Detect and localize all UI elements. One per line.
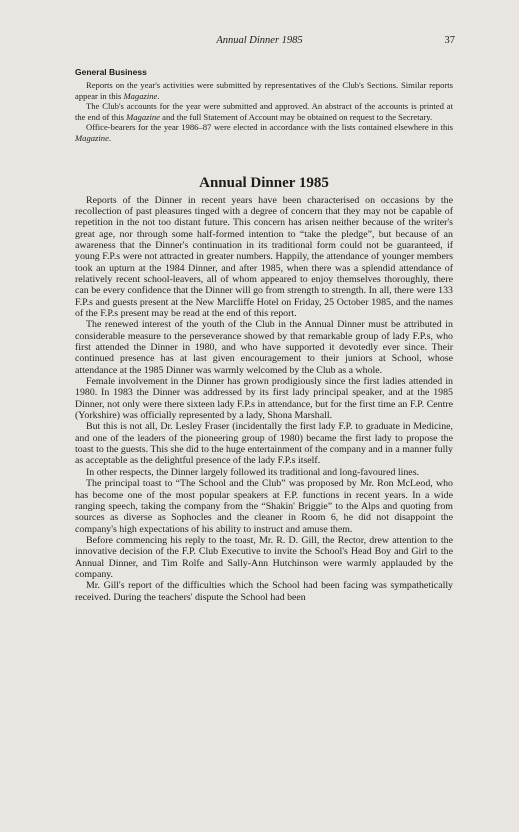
body-paragraph: Before commencing his reply to the toast, Mr. R. D. Gill, the Rector, drew attention to the innovative decision of the F.P. Club Executive to invite the School's Head Boy and Girl to the Annual Dinner, and Tim Rolfe and Sally-Ann Hutchinson were warmly applauded by the company. bbox=[75, 534, 453, 580]
body-paragraph: Reports of the Dinner in recent years have been characterised on occasions by the recollection of past pleasures tinged with a degree of concern that they may not be capable of repetition in the not too distant future. This concern has arisen neither because of the writer's great age, nor through some half-formed intention to “take the pledge”, but because of an awareness that the Dinner's continuation in its traditional form could not be guaranteed, if young F.P.s were not attracted in greater numbers. Happily, the attendance of younger members took an upturn at the 1984 Dinner, and after 1985, when there was a splendid attendance of relatively recent school-leavers, all of whom appeared to enjoy themselves thoroughly, there can be every confidence that the Dinner will go from strength to strength. In all, there were 133 F.P.s and guests present at the New Marcliffe Hotel on Friday, 25 October 1985, and the names of the F.P.s present may be read at the end of this report. bbox=[75, 194, 453, 319]
paragraph-text: The Club's accounts for the year were submitted and approved. An abstract of the accounts is printed at the end of this bbox=[75, 101, 453, 122]
page-number: 37 bbox=[444, 35, 455, 46]
general-business-paragraph bbox=[75, 101, 453, 122]
page-content bbox=[75, 66, 453, 603]
body-paragraph: The renewed interest of the youth of the Club in the Annual Dinner must be attributed in considerable measure to the perseverance showed by that remarkable group of lady F.P.s, who first attended the Dinner in 1980, and who have supported it devotedly ever since. Their continued presence has at last given encouragement to their juniors at School, whose attendance at the 1985 Dinner was warmly welcomed by the Club as a whole. bbox=[75, 319, 453, 376]
paragraph-text: Office-bearers for the year 1986–87 were elected in accordance with the lists contained elsewhere in this bbox=[86, 122, 453, 133]
paragraph-text: Reports on the year's activities were submitted by representatives of the Club's Sections. Similar reports appear in this bbox=[75, 80, 453, 101]
section-title: Annual Dinner 1985 bbox=[199, 174, 329, 191]
general-business-paragraph bbox=[75, 80, 453, 101]
general-business-heading: General Business bbox=[75, 67, 147, 77]
body-paragraph: Female involvement in the Dinner has grown prodigiously since the first ladies attended in 1980. In 1983 the Dinner was addressed by its first lady principal speaker, and at the 1985 Dinner, not only were there sixteen lady F.P.s in attendance, but for the first time an F.P. Centre (Yorkshire) was officially represented by a lady, Shona Marshall. bbox=[75, 376, 453, 422]
running-title: Annual Dinner 1985 bbox=[216, 35, 303, 46]
magazine-title-italic: Magazine bbox=[123, 90, 158, 101]
magazine-title-italic: Magazine bbox=[126, 111, 160, 122]
body-paragraph: Mr. Gill's report of the difficulties which the School had been facing was sympathetically received. During the teachers' dispute the School had been bbox=[75, 580, 453, 603]
paragraph-text: . bbox=[108, 132, 112, 143]
body-paragraph: The principal toast to “The School and the Club” was proposed by Mr. Ron McLeod, who has become one of the most popular speakers at F.P. functions in recent years. In a wide ranging speech, taking the company from the “Shakin' Briggie” to the Alps and quoting from sources as diverse as Sophocles and the cleaner in Room 6, he did not disappoint the company's high expectations of his ability to instruct and amuse them. bbox=[75, 478, 453, 535]
running-head bbox=[0, 34, 519, 48]
paragraph-text: . bbox=[157, 90, 160, 101]
magazine-title-italic: Magazine bbox=[75, 132, 109, 143]
general-business-paragraph bbox=[75, 122, 453, 143]
paragraph-text: and the full Statement of Account may be obtained on request to the Secretary. bbox=[159, 111, 433, 122]
body-paragraph: In other respects, the Dinner largely followed its traditional and long-favoured lines. bbox=[86, 466, 420, 478]
body-paragraph: But this is not all, Dr. Lesley Fraser (incidentally the first lady F.P. to graduate in Medicine, and one of the leaders of the pioneering group of 1980) became the first lady to propose the toast to the guests. This she did to the huge entertainment of the company and in a manner fully as acceptable as the delightful presence of the lady F.P.s itself. bbox=[75, 421, 453, 467]
